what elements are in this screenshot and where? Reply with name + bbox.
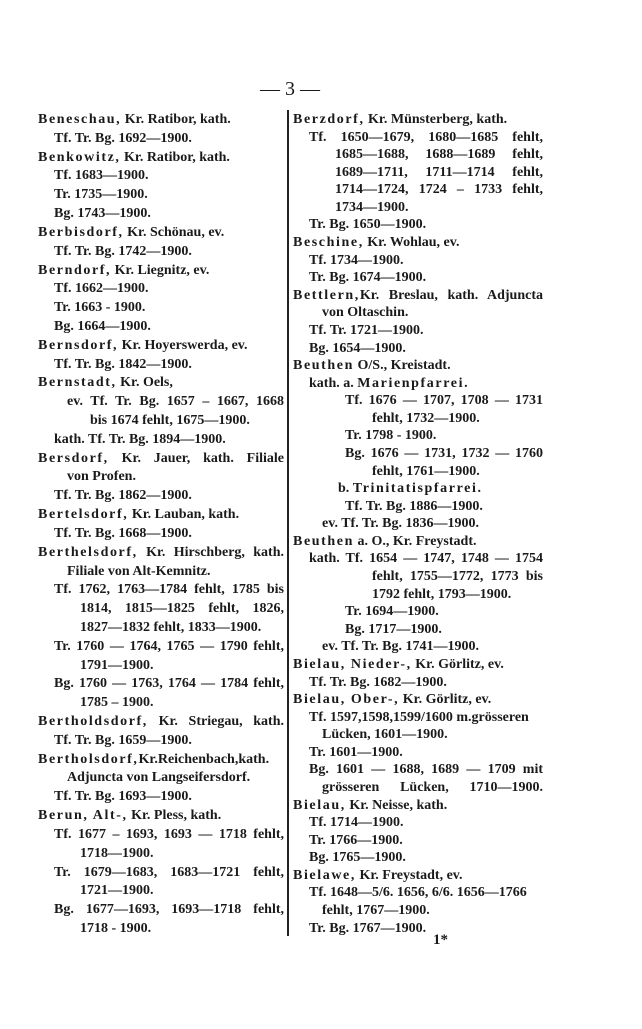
record-line bbox=[293, 463, 543, 480]
entry-heading bbox=[38, 751, 284, 768]
record-text: Tr. 1766—1900. bbox=[309, 832, 403, 848]
record-text: Tf. 1662—1900. bbox=[54, 281, 149, 297]
place-details: Kr. Pless, kath. bbox=[127, 808, 222, 824]
record-text: Tf. Tr. Bg. 1682—1900. bbox=[309, 674, 447, 690]
record-text: Bg. 1676 — 1731, 1732 — 1760 bbox=[345, 445, 543, 461]
record-line bbox=[293, 603, 543, 620]
parish-name: Marienpfarrei. bbox=[357, 375, 470, 391]
record-line bbox=[293, 726, 543, 743]
entry-heading bbox=[38, 337, 284, 354]
record-line bbox=[293, 884, 543, 901]
record-text: 1792 fehlt, 1793—1900. bbox=[372, 586, 512, 602]
record-line bbox=[38, 638, 284, 655]
record-text: Tf. Tr. Bg. 1842—1900. bbox=[54, 356, 192, 372]
place-name: Bernsdorf, bbox=[38, 337, 119, 353]
place-details: Kr. Oels, bbox=[116, 375, 173, 391]
record-line bbox=[38, 130, 284, 147]
record-text: Tf. 1683—1900. bbox=[54, 168, 149, 184]
place-details: Kr. Breslau, kath. Adjuncta bbox=[359, 287, 543, 303]
record-line bbox=[38, 318, 284, 335]
record-text: Tf. Tr. Bg. 1693—1900. bbox=[54, 789, 192, 805]
record-text: b. bbox=[338, 481, 353, 497]
record-text: 1814, 1815—1825 fehlt, 1826, bbox=[80, 601, 284, 617]
left-column bbox=[38, 111, 284, 937]
record-line bbox=[38, 845, 284, 862]
record-line bbox=[38, 299, 284, 316]
record-text: 1689—1711, 1711—1714 fehlt, bbox=[335, 164, 543, 180]
place-details: Kr. Liegnitz, ev. bbox=[111, 262, 210, 278]
record-text: bis 1674 fehlt, 1675—1900. bbox=[90, 413, 250, 428]
record-text: Tf. Tr. Bg. 1742—1900. bbox=[54, 243, 192, 259]
place-details: Kr. Görlitz, ev. bbox=[399, 692, 492, 708]
record-line bbox=[38, 393, 284, 410]
place-details: Kr. Striegau, kath. bbox=[147, 714, 284, 729]
record-text: ev. Tf. Tr. Bg. 1836—1900. bbox=[322, 516, 480, 532]
record-line bbox=[38, 563, 284, 580]
signature-mark: 1* bbox=[433, 932, 448, 948]
record-line bbox=[293, 252, 543, 269]
record-text: Tr. 1694—1900. bbox=[345, 604, 439, 620]
place-details: Kr.Reichenbach,kath. bbox=[138, 751, 270, 767]
record-line bbox=[293, 586, 543, 603]
record-text: 1714—1724, 1724 – 1733 fehlt, bbox=[335, 182, 543, 198]
entry-heading bbox=[38, 374, 284, 391]
record-line bbox=[293, 269, 543, 286]
place-details: Kr. Ratibor, kath. bbox=[120, 149, 230, 165]
record-line bbox=[293, 340, 543, 357]
record-line bbox=[38, 826, 284, 843]
record-line bbox=[38, 412, 284, 429]
record-line bbox=[293, 216, 543, 233]
record-line bbox=[38, 243, 284, 260]
record-line bbox=[293, 709, 543, 726]
record-text: Tf. Tr. Bg. 1886—1900. bbox=[345, 498, 483, 514]
record-line bbox=[293, 164, 543, 181]
place-details: Kr. Freystadt, ev. bbox=[355, 867, 463, 883]
record-line bbox=[293, 761, 543, 778]
entry-heading bbox=[293, 357, 543, 374]
place-name: Bernstadt, bbox=[38, 375, 117, 391]
place-name: Beuthen bbox=[293, 358, 354, 374]
record-line bbox=[293, 181, 543, 198]
entry-heading bbox=[293, 111, 543, 128]
record-line bbox=[293, 322, 543, 339]
record-text: Tr. 1735—1900. bbox=[54, 187, 148, 203]
record-text: von Profen. bbox=[67, 469, 136, 485]
record-line bbox=[38, 487, 284, 504]
record-line bbox=[38, 882, 284, 899]
record-text: Tf. 1597,1598,1599/1600 m.grösseren bbox=[309, 709, 529, 725]
record-text: kath. Tf. 1654 — 1747, 1748 — 1754 bbox=[309, 551, 543, 567]
place-name: Beuthen bbox=[293, 533, 354, 549]
record-text: Tf. 1650—1679, 1680—1685 fehlt, bbox=[309, 129, 543, 145]
record-text: 1827—1832 fehlt, 1833—1900. bbox=[80, 619, 262, 635]
place-name: Beschine, bbox=[293, 235, 364, 251]
record-text: kath. Tf. Tr. Bg. 1894—1900. bbox=[54, 431, 226, 447]
record-line bbox=[38, 167, 284, 184]
record-line bbox=[38, 788, 284, 805]
column-divider bbox=[287, 110, 289, 936]
place-name: Benkowitz, bbox=[38, 149, 121, 165]
record-text: Tr. 1601—1900. bbox=[309, 744, 403, 760]
place-details: Kr. Jauer, kath. Filiale bbox=[108, 450, 284, 466]
record-line bbox=[293, 779, 543, 796]
place-name: Bielau, Nieder-, bbox=[293, 656, 412, 672]
record-line bbox=[293, 568, 543, 585]
record-text: Tf. 1677 – 1693, 1693 — 1718 fehlt, bbox=[54, 826, 284, 842]
record-line bbox=[38, 581, 284, 598]
record-line bbox=[293, 375, 543, 392]
record-text: Tr. Bg. 1674—1900. bbox=[309, 270, 427, 286]
record-line bbox=[293, 392, 543, 409]
place-details: Kr. Hoyerswerda, ev. bbox=[118, 337, 248, 353]
entry-heading bbox=[38, 506, 284, 523]
record-text: Lücken, 1601—1900. bbox=[322, 727, 448, 743]
record-text: 1685—1688, 1688—1689 fehlt, bbox=[335, 147, 543, 163]
record-text: Tr. Bg. 1650—1900. bbox=[309, 217, 427, 233]
place-name: Berthelsdorf, bbox=[38, 544, 138, 560]
record-line bbox=[38, 280, 284, 297]
record-line bbox=[293, 814, 543, 831]
record-text: Tf. 1762, 1763—1784 fehlt, 1785 bis bbox=[54, 582, 284, 598]
record-text: Tf. 1676 — 1707, 1708 — 1731 bbox=[345, 393, 543, 409]
record-line bbox=[38, 186, 284, 203]
record-line bbox=[293, 304, 543, 321]
record-text: Tf. Tr. Bg. 1668—1900. bbox=[54, 525, 192, 541]
parish-name: Trinitatispfarrei. bbox=[352, 481, 483, 497]
place-name: Bertholsdorf, bbox=[38, 751, 139, 767]
record-line bbox=[293, 480, 543, 497]
entry-heading bbox=[293, 533, 543, 550]
record-text: Tr. 1798 - 1900. bbox=[345, 428, 437, 444]
record-text: kath. a. bbox=[309, 375, 358, 391]
record-text: Tr. 1760 — 1764, 1765 — 1790 fehlt, bbox=[54, 638, 284, 654]
page-number: — 3 — bbox=[260, 78, 320, 100]
entry-heading bbox=[38, 149, 284, 166]
record-text: Bg. 1654—1900. bbox=[309, 340, 406, 356]
record-line bbox=[293, 146, 543, 163]
place-details: Kr. Neisse, kath. bbox=[345, 797, 448, 813]
entry-heading bbox=[38, 111, 284, 128]
place-name: Berndorf, bbox=[38, 262, 112, 278]
entry-heading bbox=[38, 450, 284, 467]
place-name: Bettlern, bbox=[293, 287, 360, 303]
record-text: 1718—1900. bbox=[80, 845, 154, 861]
record-line bbox=[38, 769, 284, 786]
record-text: von Oltaschin. bbox=[322, 305, 409, 321]
right-column bbox=[293, 111, 543, 937]
place-name: Bielau, Ober-, bbox=[293, 692, 400, 708]
record-line bbox=[293, 832, 543, 849]
record-text: Tr. 1663 - 1900. bbox=[54, 300, 146, 316]
entry-heading bbox=[293, 287, 543, 304]
record-text: Tf. Tr. Bg. 1692—1900. bbox=[54, 130, 192, 146]
record-line bbox=[293, 410, 543, 427]
entry-heading bbox=[38, 262, 284, 279]
place-name: Bielawe, bbox=[293, 867, 356, 883]
record-text: Tf. Tr. Bg. 1659—1900. bbox=[54, 732, 192, 748]
record-line bbox=[293, 129, 543, 146]
record-line bbox=[38, 864, 284, 881]
record-text: fehlt, 1732—1900. bbox=[372, 410, 480, 426]
record-text: Filiale von Alt-Kemnitz. bbox=[67, 563, 211, 579]
place-name: Bersdorf, bbox=[38, 450, 109, 466]
record-text: 1718 - 1900. bbox=[80, 920, 152, 936]
entry-heading bbox=[38, 224, 284, 241]
record-text: Bg. 1765—1900. bbox=[309, 850, 406, 866]
record-line bbox=[293, 445, 543, 462]
record-line bbox=[38, 356, 284, 373]
entry-heading bbox=[293, 691, 543, 708]
record-text: ev. Tf. Tr. Bg. 1657 – 1667, 1668 bbox=[67, 394, 284, 410]
record-text: Bg. 1601 — 1688, 1689 — 1709 mit bbox=[309, 762, 543, 778]
place-details: Kr. Wohlau, ev. bbox=[363, 235, 460, 251]
place-details: Kr. Münsterberg, kath. bbox=[364, 112, 508, 127]
entry-heading bbox=[293, 797, 543, 814]
record-text: Adjuncta von Langseifersdorf. bbox=[67, 770, 251, 786]
place-details: Kr. Hirschberg, kath. bbox=[137, 544, 284, 560]
record-line bbox=[38, 657, 284, 674]
record-line bbox=[293, 621, 543, 638]
record-line bbox=[38, 694, 284, 711]
place-details: Kr. Görlitz, ev. bbox=[411, 656, 504, 672]
record-text: ev. Tf. Tr. Bg. 1741—1900. bbox=[322, 639, 480, 655]
entry-heading bbox=[293, 656, 543, 673]
record-text: Tf. Tr. Bg. 1862—1900. bbox=[54, 488, 192, 504]
place-details: O/S., Kreistadt. bbox=[354, 358, 451, 374]
record-line bbox=[293, 498, 543, 515]
place-details: Kr. Schönau, ev. bbox=[123, 224, 225, 240]
record-line bbox=[293, 199, 543, 216]
record-line bbox=[293, 902, 543, 919]
place-name: Beneschau, bbox=[38, 112, 122, 127]
place-name: Berzdorf, bbox=[293, 112, 365, 127]
record-line bbox=[38, 901, 284, 918]
place-details: a. O., Kr. Freystadt. bbox=[354, 533, 477, 549]
record-line bbox=[293, 674, 543, 691]
record-text: Tf. 1734—1900. bbox=[309, 252, 404, 268]
record-line bbox=[293, 550, 543, 567]
record-text: 1734—1900. bbox=[335, 199, 409, 215]
record-text: 1721—1900. bbox=[80, 883, 154, 899]
record-text: Tf. 1648—5/6. 1656, 6/6. 1656—1766 bbox=[309, 885, 527, 901]
record-text: Tr. 1679—1683, 1683—1721 fehlt, bbox=[54, 864, 284, 880]
record-line bbox=[38, 675, 284, 692]
record-line bbox=[293, 515, 543, 532]
record-text: Tf. Tr. 1721—1900. bbox=[309, 322, 424, 338]
entry-heading bbox=[38, 713, 284, 730]
record-text: fehlt, 1767—1900. bbox=[322, 903, 430, 919]
place-details: Kr. Lauban, kath. bbox=[128, 507, 240, 523]
place-details: Kr. Ratibor, kath. bbox=[121, 112, 231, 127]
record-text: Tr. Bg. 1767—1900. bbox=[309, 920, 427, 936]
record-text: Bg. 1717—1900. bbox=[345, 621, 442, 637]
record-text: Bg. 1743—1900. bbox=[54, 206, 151, 222]
record-line bbox=[293, 638, 543, 655]
entry-heading bbox=[293, 234, 543, 251]
place-name: Bertholdsdorf, bbox=[38, 714, 148, 729]
entry-heading bbox=[38, 807, 284, 824]
record-line bbox=[38, 920, 284, 937]
record-line bbox=[38, 468, 284, 485]
entry-heading bbox=[293, 867, 543, 884]
record-line bbox=[293, 427, 543, 444]
record-text: Bg. 1664—1900. bbox=[54, 318, 151, 334]
place-name: Bertelsdorf, bbox=[38, 507, 129, 523]
record-text: fehlt, 1755—1772, 1773 bis bbox=[372, 569, 543, 585]
record-text: Bg. 1677—1693, 1693—1718 fehlt, bbox=[54, 902, 284, 918]
place-name: Berun, Alt-, bbox=[38, 808, 128, 824]
record-line bbox=[293, 920, 543, 937]
place-name: Bielau, bbox=[293, 797, 346, 813]
record-text: grösseren Lücken, 1710—1900. bbox=[322, 779, 543, 795]
record-line bbox=[38, 525, 284, 542]
record-text: fehlt, 1761—1900. bbox=[372, 463, 480, 479]
entry-heading bbox=[38, 544, 284, 561]
record-line bbox=[38, 205, 284, 222]
place-name: Berbisdorf, bbox=[38, 224, 124, 240]
record-text: 1785 – 1900. bbox=[80, 695, 154, 711]
record-line bbox=[38, 732, 284, 749]
record-line bbox=[293, 744, 543, 761]
record-line bbox=[293, 849, 543, 866]
record-line bbox=[38, 619, 284, 636]
record-line bbox=[38, 600, 284, 617]
record-line bbox=[38, 431, 284, 448]
record-text: Bg. 1760 — 1763, 1764 — 1784 fehlt, bbox=[54, 676, 284, 692]
record-text: Tf. 1714—1900. bbox=[309, 815, 404, 831]
record-text: 1791—1900. bbox=[80, 657, 154, 673]
